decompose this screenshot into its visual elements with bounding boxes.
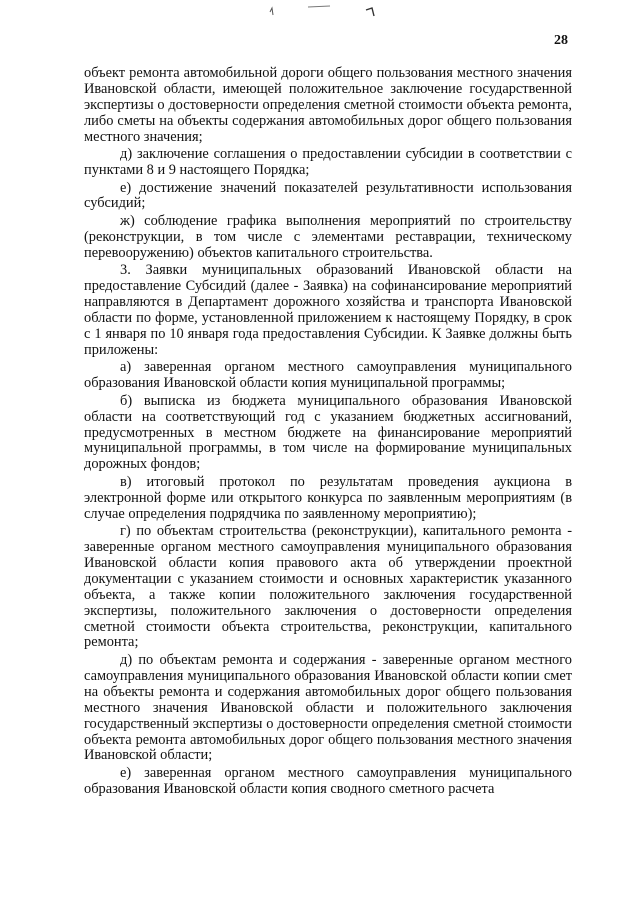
page-number: 28: [554, 33, 568, 48]
paragraph: ж) соблюдение графика выполнения мероприятий по строительству (реконструкции, в том числе с элементами реставрации, техническому перевооружению) объектов капитального строительства.: [84, 212, 572, 261]
document-body: [84, 66, 572, 799]
paragraph: г) по объектам строительства (реконструкции), капитального ремонта - заверенные органом местного самоуправления муниципального образования Ивановской области копия правового акта об утверждении проектной документации с указанием стоимости и основных характеристик указанного объекта, а также копии положительного заключения государственной экспертизы, положительного заключения о достоверности определения сметной стоимости объекта строительства, реконструкции, капитального ремонта;: [84, 523, 572, 651]
paragraph: а) заверенная органом местного самоуправления муниципального образования Ивановской области копия муниципальной программы;: [84, 359, 572, 392]
paragraph: б) выписка из бюджета муниципального образования Ивановской области на соответствующий год с указанием бюджетных ассигнований, предусмотренных в местном бюджете на финансирование мероприятий муниципальной программы, в том числе на формирование муниципальных дорожных фондов;: [84, 392, 572, 473]
paragraph: объект ремонта автомобильной дороги общего пользования местного значения Ивановской области, имеющей положительное заключение государственной экспертизы о достоверности определения сметной стоимости объекта ремонта, либо сметы на объекты содержания автомобильных дорог общего пользования местного значения;: [84, 65, 572, 145]
paragraph: д) по объектам ремонта и содержания - заверенные органом местного самоуправления муниципального образования Ивановской области копии смет на объекты ремонта и содержания автомобильных дорог общего пользования местного значения Ивановской области и положительного заключения государственный экспертизы о достоверности определения сметной стоимости объекта ремонта автомобильных дорог общего пользования местного значения Ивановской области;: [84, 651, 572, 764]
paragraph: е) достижение значений показателей результативности использования субсидий;: [84, 179, 572, 212]
paragraph: в) итоговый протокол по результатам проведения аукциона в электронной форме или открытого конкурса по заявленным мероприятиям (в случае определения подрядчика по заявленному мероприятию);: [84, 473, 572, 522]
paragraph: е) заверенная органом местного самоуправления муниципального образования Ивановской области копия сводного сметного расчета: [84, 764, 572, 797]
paragraph: д) заключение соглашения о предоставлении субсидии в соответствии с пунктами 8 и 9 настоящего Порядка;: [84, 146, 572, 179]
paragraph: 3. Заявки муниципальных образований Ивановской области на предоставление Субсидий (далее - Заявка) на софинансирование мероприятий направляются в Департамент дорожного хозяйства и транспорта Ивановской области по форме, установленной приложением к настоящему Порядку, в срок с 1 января по 10 января года предоставления Субсидии. К Заявке должны быть приложены:: [84, 262, 572, 358]
scan-artifact-icon: [268, 4, 388, 18]
